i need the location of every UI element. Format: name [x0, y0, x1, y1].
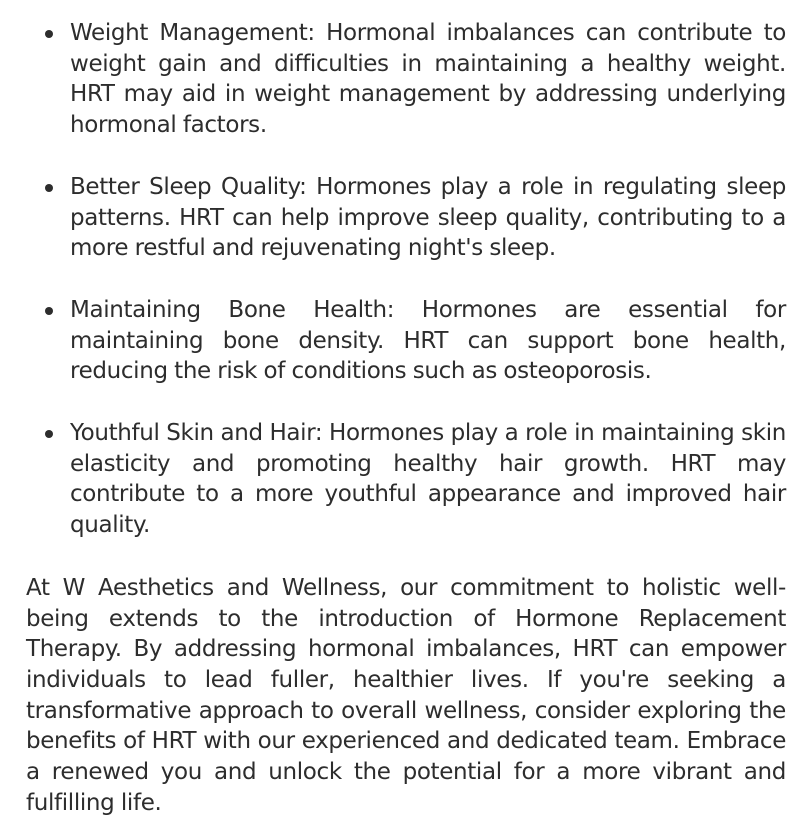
list-item-text: Youthful Skin and Hair: Hormones play a role in maintaining skin elasticity and promoting healthy hair growth. HRT may contribute to a more youthful appearance and improved hair quality.	[70, 420, 786, 539]
list-item	[26, 418, 786, 541]
list-item	[26, 18, 786, 141]
list-item-text: Weight Management: Hormonal imbalances can contribute to weight gain and difficulties in maintaining a healthy weight. HRT may aid in weight management by addressing underlying hormonal factors.	[70, 20, 786, 139]
bullet-icon	[45, 430, 53, 438]
bullet-icon	[45, 30, 53, 38]
list-item-text: Maintaining Bone Health: Hormones are essential for maintaining bone density. HRT can support bone health, reducing the risk of conditions such as osteoporosis.	[70, 296, 786, 385]
list-item-text: Better Sleep Quality: Hormones play a role in regulating sleep patterns. HRT can help improve sleep quality, contributing to a more restful and rejuvenating night's sleep.	[70, 173, 786, 262]
article-content	[26, 0, 786, 818]
list-item	[26, 295, 786, 387]
bullet-icon	[45, 184, 53, 192]
benefits-list	[26, 18, 786, 541]
list-item	[26, 172, 786, 264]
bullet-icon	[45, 307, 53, 315]
closing-paragraph: At W Aesthetics and Wellness, our commitment to holistic well-being extends to the introduction of Hormone Replacement Therapy. By addressing hormonal imbalances, HRT can empower individuals to lead fuller, healthier lives. If you're seeking a transformative approach to overall wellness, consider exploring the benefits of HRT with our experienced and dedicated team. Embrace a renewed you and unlock the potential for a more vibrant and fulfilling life.	[26, 574, 786, 816]
